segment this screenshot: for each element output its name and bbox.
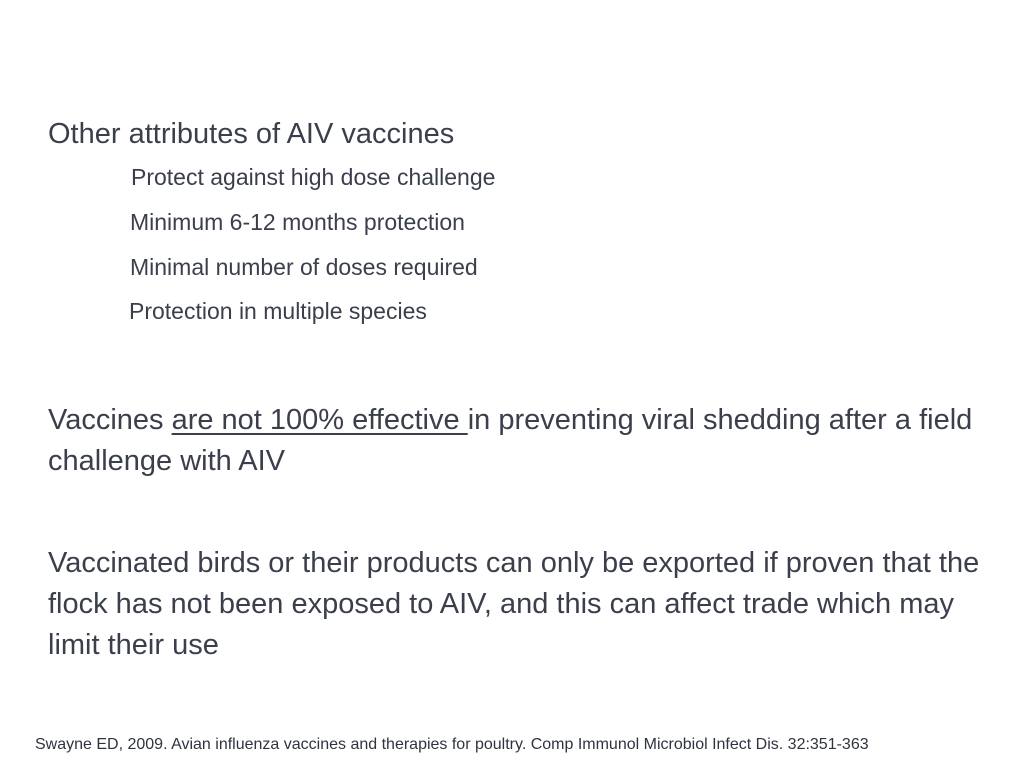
sub-item-protection-duration: Minimum 6-12 months protection (130, 209, 465, 235)
effectiveness-lead: Vaccines (48, 404, 172, 436)
sub-item-species: Protection in multiple species (129, 298, 427, 324)
citation: Swayne ED, 2009. Avian influenza vaccines and therapies for poultry. Comp Immunol Microbiol Infect Dis. 32:351-363 (35, 736, 869, 753)
section-heading: Other attributes of AIV vaccines (48, 118, 455, 150)
effectiveness-paragraph (48, 400, 988, 482)
effectiveness-rest: in preventing viral shedding after a field challenge with AIV (48, 404, 973, 477)
export-paragraph: Vaccinated birds or their products can only be exported if proven that the flock has not been exposed to AIV, and this can affect trade which may limit their use (48, 547, 980, 661)
sub-item-high-dose: Protect against high dose challenge (131, 164, 496, 190)
sub-item-doses: Minimal number of doses required (130, 254, 478, 280)
effectiveness-emphasis: are not 100% effective (171, 404, 468, 436)
